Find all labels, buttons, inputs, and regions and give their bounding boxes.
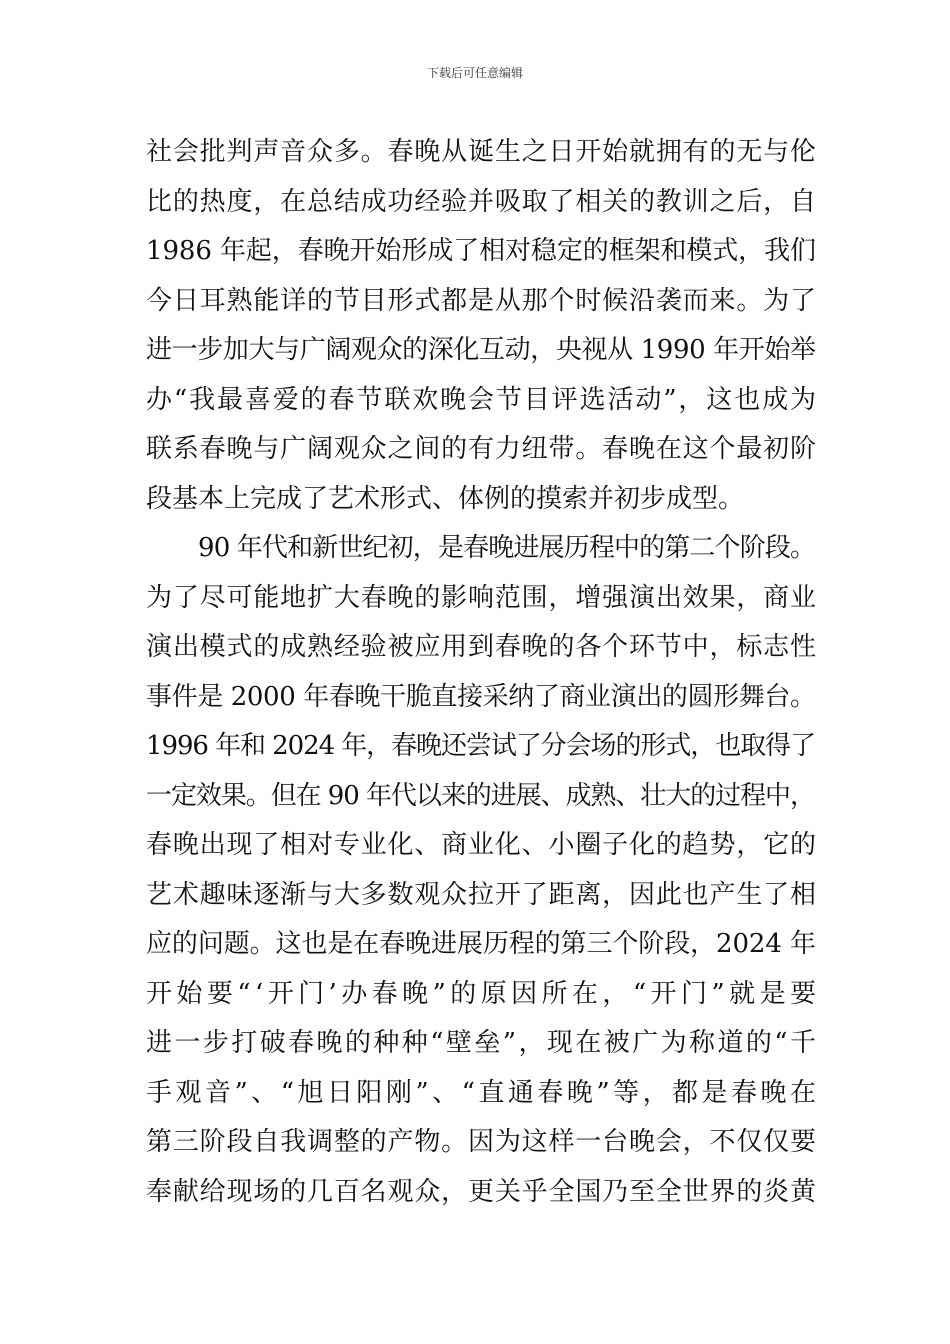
text-line: 1996 年和 2024 年，春晚还尝试了分会场的形式，也取得了 [146,731,815,761]
text-line: 奉献给现场的几百名观众，更关乎全国乃至全世界的炎黄 [146,1176,817,1207]
paragraph-start-line: 90 年代和新世纪初，是春晚进展历程中的第二个阶段。 [198,533,816,563]
text-line: 1986 年起，春晚开始形成了相对稳定的框架和模式，我们 [146,236,816,266]
text-line: 为了尽可能地扩大春晚的影响范围，增强演出效果，商业 [146,582,817,613]
text-line: 联系春晚与广阔观众之间的有力纽带。春晚在这个最初阶 [146,434,817,464]
text-line: 艺术趣味逐渐与大多数观众拉开了距离，因此也产生了相 [146,879,817,910]
text-line: 一定效果。但在 90 年代以来的进展、成熟、壮大的过程中， [146,780,815,811]
page-header: 下载后可任意编辑 [426,66,523,80]
text-line: 事件是 2000 年春晚干脆直接采纳了商业演出的圆形舞台。 [146,681,816,712]
text-line: 办“我最喜爱的春节联欢晚会节目评选活动”，这也成为 [146,384,818,415]
text-line: 第三阶段自我调整的产物。因为这样一台晚会，不仅仅要 [146,1127,817,1157]
document-body [146,128,821,1217]
text-line: 春晚出现了相对专业化、商业化、小圈子化的趋势，它的 [146,830,817,860]
text-line: 手观音”、“旭日阳刚”、“直通春晚”等，都是春晚在 [146,1077,820,1108]
text-line: 演出模式的成熟经验被应用到春晚的各个环节中，标志性 [146,632,817,662]
text-line: 开始要“‘开门’办春晚”的原因所在，“开门”就是要 [146,978,821,1009]
text-line: 应的问题。这也是在春晚进展历程的第三个阶段，2024 年 [146,929,816,959]
text-line: 今日耳熟能详的节目形式都是从那个时候沿袭而来。为了 [146,285,817,316]
text-line: 进一步打破春晚的种种“壁垒”，现在被广为称道的“千 [146,1028,819,1058]
text-line: 段基本上完成了艺术形式、体例的摸索并初步成型。 [146,483,745,514]
text-line: 进一步加大与广阔观众的深化互动，央视从 1990 年开始举 [146,335,816,365]
text-line: 比的热度，在总结成功经验并吸取了相关的教训之后，自 [146,186,817,217]
text-line: 社会批判声音众多。春晚从诞生之日开始就拥有的无与伦 [146,137,817,167]
